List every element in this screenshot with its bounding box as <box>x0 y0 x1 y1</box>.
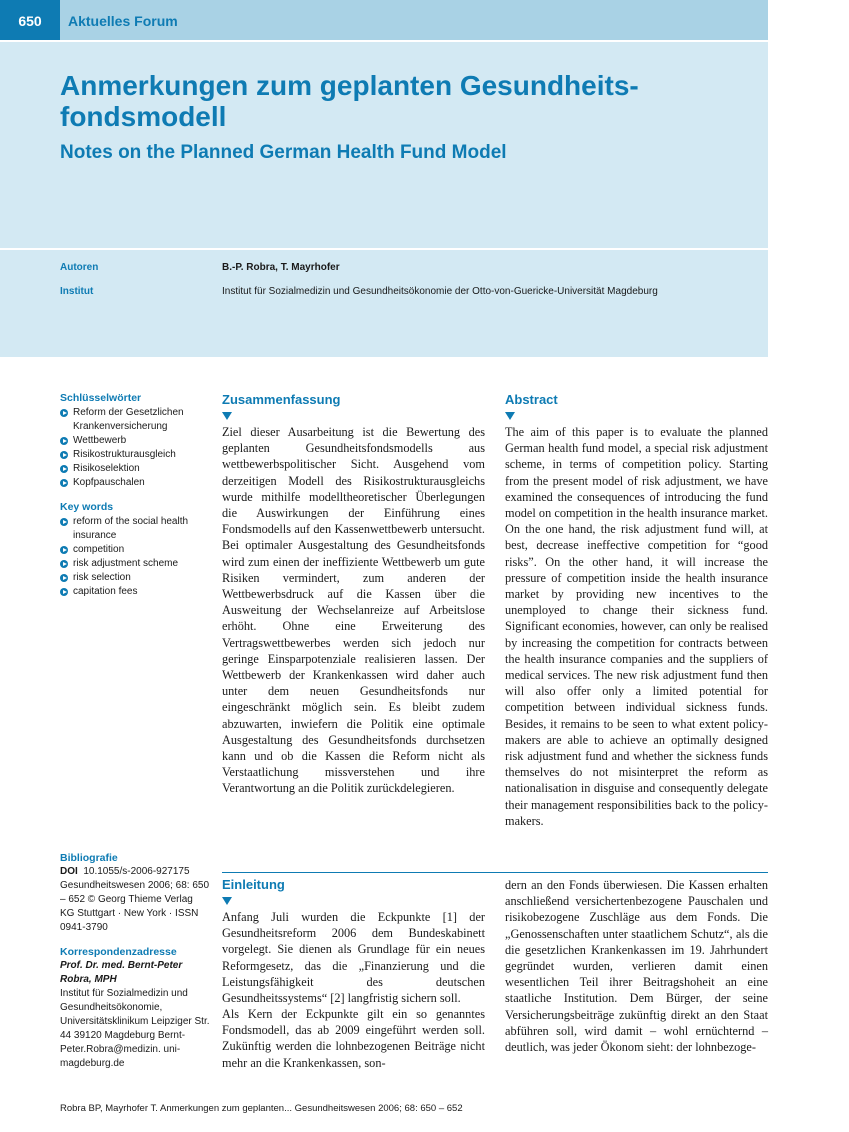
citation: Gesundheitswesen 2006; 68: 650 – 652 © Georg Thieme Verlag KG Stuttgart · New York · ISSN 0941-3790 <box>60 880 209 933</box>
keyword-item: reform of the social health insurance <box>60 515 210 543</box>
bibliography <box>60 851 210 935</box>
abstract-heading: Abstract <box>505 392 558 407</box>
article-title: Anmerkungen zum geplanten Gesundheits-fondsmodell <box>60 70 639 132</box>
keyword-item: risk adjustment scheme <box>60 557 210 571</box>
zusammenfassung-heading: Zusammenfassung <box>222 392 341 407</box>
keyword-item: risk selection <box>60 571 210 585</box>
triangle-down-icon <box>222 897 232 905</box>
keywords-en-heading: Key words <box>60 501 114 513</box>
doi-value: 10.1055/s-2006-927175 <box>83 866 190 877</box>
keyword-item: Kopfpauschalen <box>60 476 210 490</box>
einleitung-col-2: dern an den Fonds überwiesen. Die Kassen erhalten anschließend versichertenbezogene Pauschalen und risikobezogene Zuschläge aus dem Fonds. Die „Genossenschaften unter staatlichem Schutz“, als die die gesetzlichen Krankenkassen im 19. Jahrhundert gegründet wurden, verlieren damit einen wesentlichen Teil ihrer Beitragshoheit an eine staatliche Institution. Dem Bürger, der seine Versicherungsbeiträge zukünftig direkt an den Staat abführen soll, wird damit – wohl ernüchternd – deutlich, was jeder Ökonom sieht: der lohnbezoge- <box>505 878 768 1055</box>
abstract-text: The aim of this paper is to evaluate the planned German health fund model, a special risk adjustment scheme, in terms of competition policy. Starting from the present model of risk adjustment, we have examined the consequences of introducing the fund model on competition in the health insurance market. On the one hand, the risk adjustment fund will, at best, decrease ineffective competition for “good risks”. On the other hand, it will increase the pressure of competition inside the health insurance market by providing new incentives to the unemployed to change their sickness fund. Significant economies, however, can only be realised by increasing the competition for contracts between the health insurance companies and the suppliers of medical services. The new risk adjustment fund then will also offer only a limited potential for competition between individual sickness funds. Besides, it remains to be seen to what extent policy-makers are able to achieve an optimally designed risk adjustment fund and whether the sickness funds themselves do not misinterpret the reform as nationalisation in disguise and consequently delegate their management responsibilities back to the policy-makers. <box>505 425 768 828</box>
keywords-de-list <box>60 406 210 490</box>
doi-line <box>60 865 210 879</box>
correspondence-address: Institut für Sozialmedizin und Gesundheitsökonomie, Universitätsklinikum Leipziger Str. 44 39120 Magdeburg Bernt-Peter.Robra@medizin. uni-magdeburg.de <box>60 988 210 1069</box>
keyword-item: competition <box>60 543 210 557</box>
zusammenfassung-text: Ziel dieser Ausarbeitung ist die Bewertung des geplanten Gesundheitsfondsmodells aus wettbewerbspolitischer Sicht. Ausgehend vom derzeitigen Modell des Risikostrukturausgleichs wurde mithilfe modelltheoretischer Überlegungen die Auswirkungen der Einführung eines Fondsmodells auf den Kassenwettbewerb untersucht. Bei optimaler Ausgestaltung des Gesundheitsfonds wird zum einen der ineffiziente Wettbewerb um gute Risiken vermindert, zum anderen der Wettbewerbsdruck auf die Kassen über die Ausweitung der Wechselanreize auf Arbeitslose erhöht. Ohne eine Erweiterung des Vertragswettbewerbes werden sich jedoch nur geringe Einsparpotenziale realisieren lassen. Der Wettbewerb der Krankenkassen wird daher auch unter dem neuen Gesundheitsfonds nur eingeschränkt möglich sein. Es bleibt zudem abzuwarten, inwiefern die Politik eine optimale Ausgestaltung des Gesundheitsfonds durchsetzen kann und ob die Kassen die Reform nicht als Verstaatlichung missverstehen und ihre Verantwortung an die Politik zurückdelegieren. <box>222 425 485 796</box>
keyword-item: capitation fees <box>60 585 210 599</box>
section-rule <box>222 872 768 873</box>
doi-label: DOI <box>60 866 78 877</box>
divider <box>0 40 768 42</box>
divider <box>0 248 768 250</box>
triangle-down-icon <box>222 412 232 420</box>
keyword-item: Reform der Gesetzlichen Krankenversicherung <box>60 406 210 434</box>
bibliography-heading: Bibliografie <box>60 852 118 864</box>
keyword-item: Wettbewerb <box>60 434 210 448</box>
triangle-down-icon <box>505 412 515 420</box>
keywords-en-list <box>60 515 210 599</box>
institute-label: Institut <box>60 286 94 297</box>
correspondence-heading: Korrespondenzadresse <box>60 946 177 958</box>
keyword-item: Risikostrukturausgleich <box>60 448 210 462</box>
authors: B.-P. Robra, T. Mayrhofer <box>222 262 340 273</box>
section-name: Aktuelles Forum <box>68 13 178 29</box>
article-subtitle: Notes on the Planned German Health Fund Model <box>60 142 507 163</box>
einleitung-para-2: Als Kern der Eckpunkte gilt ein so genanntes Fondsmodell, das ab 2009 eingeführt werden soll. Zukünftig werden die lohnbezogenen Beiträge nicht mehr an die Krankenkassen, son- <box>222 1007 485 1070</box>
authors-label: Autoren <box>60 262 99 273</box>
keywords-de-heading: Schlüsselwörter <box>60 392 142 404</box>
institute: Institut für Sozialmedizin und Gesundheitsökonomie der Otto-von-Guericke-Universität Magdeburg <box>222 286 658 297</box>
correspondence-name: Prof. Dr. med. Bernt-Peter Robra, MPH <box>60 960 183 985</box>
einleitung-para-1: Anfang Juli wurden die Eckpunkte [1] der Gesundheitsreform 2006 dem Bundeskabinett vorgelegt. Sie dienen als Grundlage für ein neues Reformgesetz, das die „Finanzierung und die Leistungsfähigkeit des deutschen Gesundheitssystems“ [2] langfristig sichern soll. <box>222 910 485 1006</box>
einleitung-heading: Einleitung <box>222 877 285 892</box>
header-band <box>0 0 768 357</box>
keyword-item: Risikoselektion <box>60 462 210 476</box>
page-footer: Robra BP, Mayrhofer T. Anmerkungen zum geplanten... Gesundheitswesen 2006; 68: 650 – 652 <box>60 1103 463 1114</box>
page-number: 650 <box>0 0 60 40</box>
correspondence <box>60 945 210 1071</box>
